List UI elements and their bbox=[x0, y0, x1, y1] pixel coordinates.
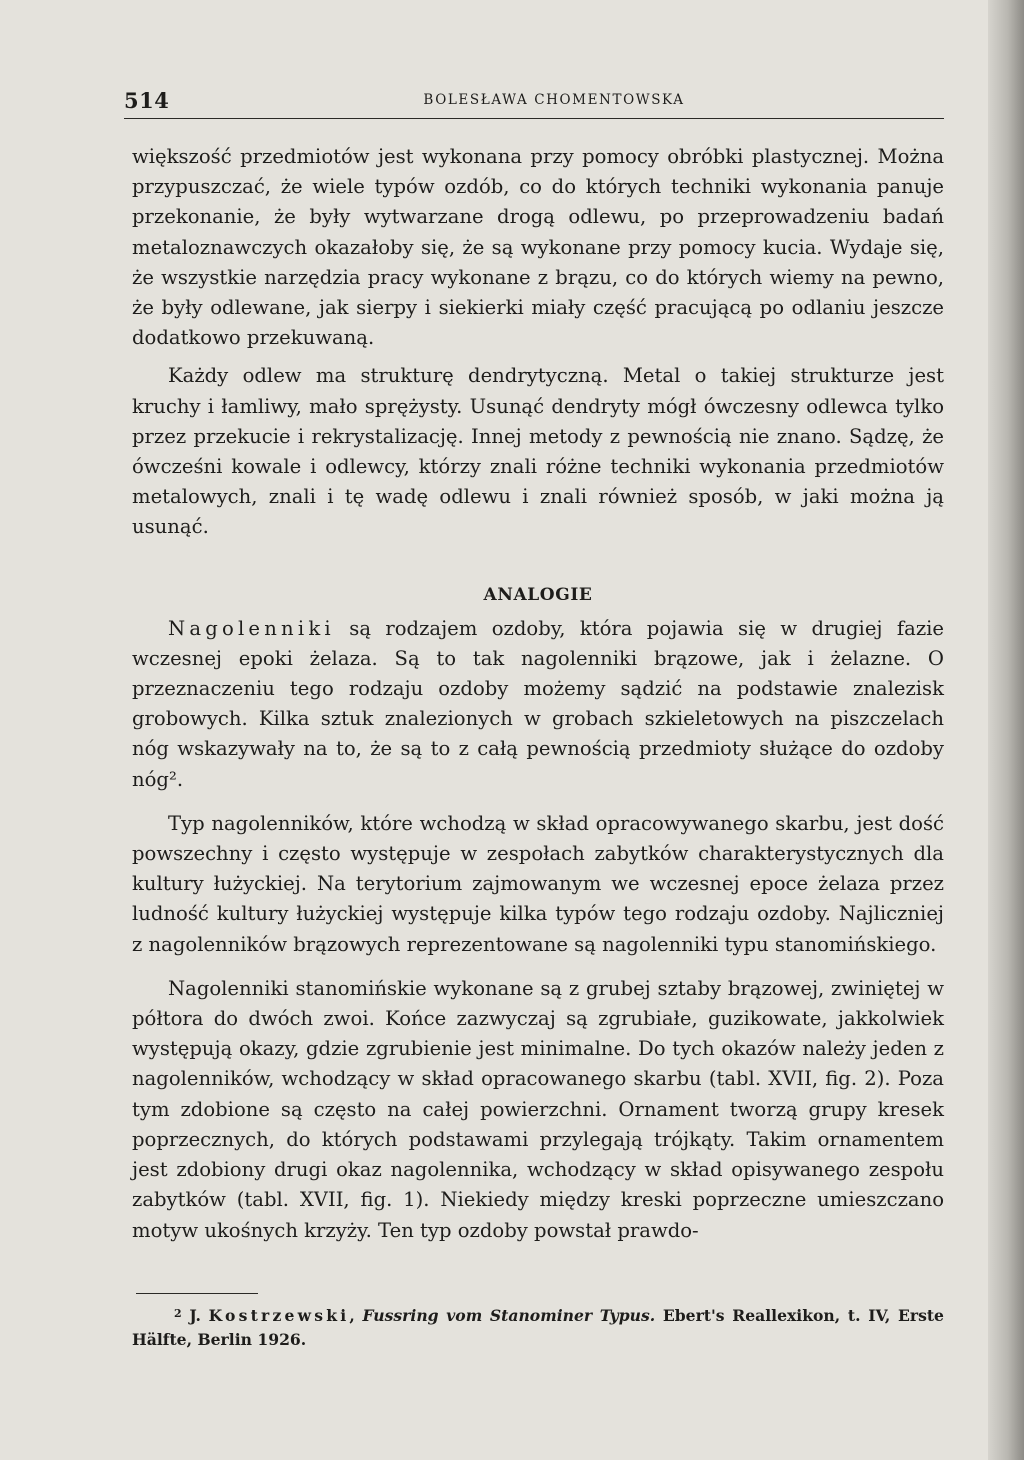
paragraph-3-end: . bbox=[176, 767, 184, 791]
page-number: 514 bbox=[124, 88, 170, 113]
footnote-separator: , bbox=[349, 1306, 355, 1325]
running-head: BOLESŁAWA CHOMENTOWSKA bbox=[423, 92, 685, 108]
footnote-marker: 2 bbox=[174, 1307, 182, 1320]
page-header bbox=[124, 86, 944, 119]
paragraph-2: Każdy odlew ma strukturę dendrytyczną. Metal o takiej strukturze jest kruchy i łamliwy, mało sprężysty. Usunąć dendryty mógł ówczesny odlewca tylko przez przekucie i rekrystalizację. Innej metody z pewnością nie znano. Sądzę, że ówcześni kowale i odlewcy, którzy znali różne techniki wykonania przedmiotów metalowych, znali i tę wadę odlewu i znali również sposób, w jaki można ją usunąć. bbox=[132, 364, 944, 539]
body-text bbox=[132, 142, 944, 1246]
footnote-initial: J. bbox=[189, 1306, 201, 1325]
paragraph-4: Typ nagolenników, które wchodzą w skład opracowywanego skarbu, jest dość powszechny i często występuje w zespołach zabytków charakterystycznych dla kultury łużyckiej. Na terytorium zajmowanym we wczesnej epoce żelaza przez ludność kultury łużyckiej występuje kilka typów tego rodzaju ozdoby. Najliczniej z nagolenników brązowych reprezentowane są nagolenniki typu stanomińskiego. bbox=[132, 811, 944, 956]
paragraph-1: większość przedmiotów jest wykonana przy pomocy obróbki plastycznej. Można przypuszczać, że wiele typów ozdób, co do których techniki wykonania panuje przekonanie, że były wytwarzane drogą odlewu, po przeprowadzeniu badań metaloznawczych okazałoby się, że są wykonane przy pomocy kucia. Wydaje się, że wszystkie narzędzia pracy wykonane z brązu, co do których wiemy na pewno, że były odlewane, jak sierpy i siekierki miały część pracującą po odlaniu jeszcze dodatkowo przekuwaną. bbox=[132, 145, 944, 350]
footnote bbox=[132, 1302, 944, 1352]
paragraph-5: Nagolenniki stanomińskie wykonane są z grubej sztaby brązowej, zwiniętej w półtora do dwóch zwoi. Końce zazwyczaj są zgrubiałe, guzikowate, jakkolwiek występują okazy, gdzie zgrubienie jest minimalne. Do tych okazów należy jeden z nagolenników, wchodzący w skład opracowanego skarbu (tabl. XVII, fig. 2). Poza tym zdobione są często na całej powierzchni. Ornament tworzą grupy kresek poprzecznych, do których podstawami przylegają trójkąty. Takim ornamentem jest zdobiony drugi okaz nagolennika, wchodzący w skład opisywanego zespołu zabytków (tabl. XVII, fig. 1). Niekiedy między kreski poprzeczne umieszczano motyw ukośnych krzyży. Ten typ ozdoby powstał prawdo- bbox=[132, 976, 944, 1242]
footnote-author: Kostrzewski bbox=[208, 1306, 350, 1325]
term-nagolenniki: Nagolenniki bbox=[168, 616, 335, 640]
footnote-rest: Ebert's Reallexikon, t. IV, Erste Hälfte, Berlin 1926. bbox=[132, 1306, 944, 1349]
footnote-title: Fussring vom Stanominer Typus. bbox=[362, 1306, 656, 1325]
section-heading: ANALOGIE bbox=[483, 584, 593, 605]
footnote-rule bbox=[136, 1293, 258, 1294]
page-edge-shadow bbox=[988, 0, 1024, 1460]
paragraph-3 bbox=[132, 614, 944, 795]
paragraph-3-text: są rodzajem ozdoby, która pojawia się w drugiej fazie wczesnej epoki żelaza. Są to tak nagolenniki brązowe, jak i żelazne. O przeznaczeniu tego rodzaju ozdoby możemy sądzić na podstawie znalezisk grobowych. Kilka sztuk znalezionych w grobach szkieletowych na piszczelach nóg wskazywały na to, że są to z całą pewnością przedmioty służące do ozdoby nóg² bbox=[132, 616, 944, 791]
